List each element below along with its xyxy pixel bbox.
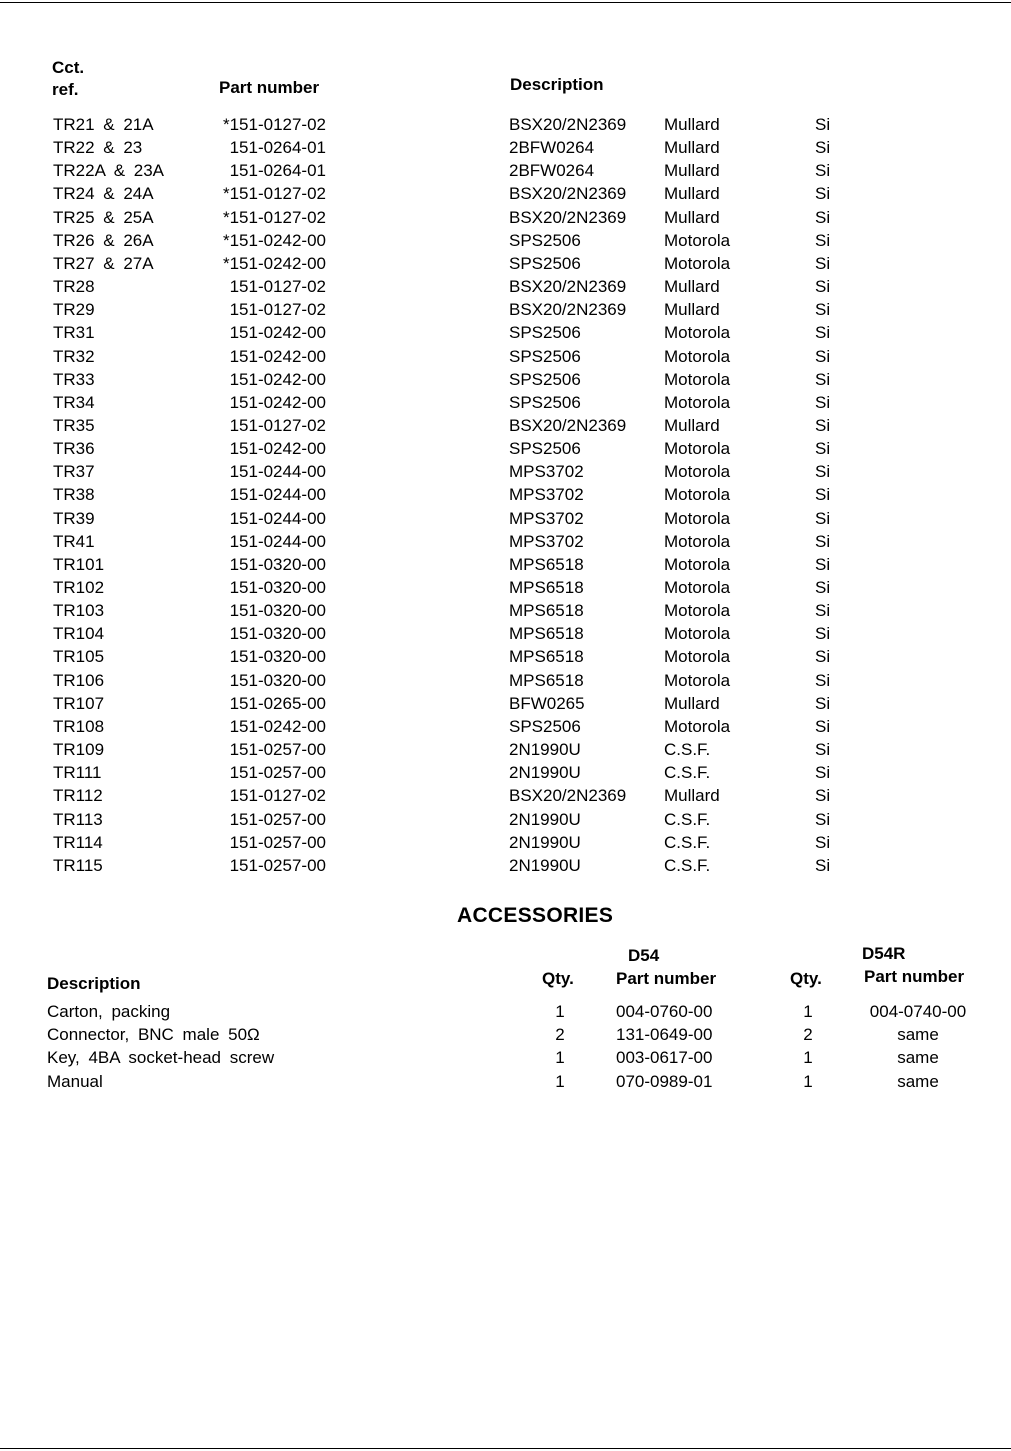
table-row [0, 509, 1011, 532]
device-type-cell: 2BFW0264 [509, 138, 595, 157]
manufacturer-cell: C.S.F. [664, 740, 711, 759]
d54r-part-number-cell: 004-0740-00 [869, 1002, 967, 1021]
d54r-qty-header: Qty. [790, 969, 822, 988]
material-cell: Si [815, 694, 831, 713]
d54-part-number-cell: 003-0617-00 [616, 1048, 713, 1067]
cct-ref-cell: TR33 [53, 370, 95, 389]
table-row [0, 555, 1011, 578]
table-row [0, 786, 1011, 809]
material-cell: Si [815, 393, 831, 412]
part-number-header: Part number [219, 78, 320, 97]
part-number-cell: 151-0244-00 [229, 462, 326, 481]
manufacturer-cell: C.S.F. [664, 856, 711, 875]
cct-ref-header-line2: ref. [52, 80, 79, 99]
part-number-cell: 151-0320-00 [229, 578, 326, 597]
cct-ref-cell: TR41 [53, 532, 95, 551]
d54-qty-cell: 1 [555, 1048, 565, 1067]
d54-qty-cell: 1 [555, 1002, 565, 1021]
table-row [0, 624, 1011, 647]
part-number-cell: 151-0242-00 [229, 370, 326, 389]
part-number-cell: 151-0244-00 [229, 485, 326, 504]
cct-ref-cell: TR105 [53, 647, 105, 666]
cct-ref-cell: TR24 & 24A [53, 184, 154, 203]
part-number-cell: 151-0127-02 [229, 416, 326, 435]
table-row [0, 300, 1011, 323]
material-cell: Si [815, 323, 831, 342]
device-type-cell: BSX20/2N2369 [509, 300, 627, 319]
accessory-description-cell: Key, 4BA socket-head screw [47, 1048, 275, 1067]
manufacturer-cell: C.S.F. [664, 810, 711, 829]
manufacturer-cell: Mullard [664, 184, 720, 203]
table-row [0, 532, 1011, 555]
part-number-cell: 151-0264-01 [229, 138, 326, 157]
cct-ref-cell: TR28 [53, 277, 95, 296]
device-type-cell: BFW0265 [509, 694, 585, 713]
manufacturer-cell: Mullard [664, 694, 720, 713]
cct-ref-cell: TR29 [53, 300, 95, 319]
table-row [0, 254, 1011, 277]
manufacturer-cell: Motorola [664, 393, 731, 412]
device-type-cell: MPS3702 [509, 509, 584, 528]
manufacturer-cell: Mullard [664, 277, 720, 296]
part-number-cell: 151-0264-01 [229, 161, 326, 180]
table-row [0, 393, 1011, 416]
table-row [0, 208, 1011, 231]
table-row [0, 833, 1011, 856]
accessory-description-header: Description [47, 974, 141, 993]
description-header: Description [510, 75, 604, 94]
cct-ref-cell: TR27 & 27A [53, 254, 154, 273]
device-type-cell: BSX20/2N2369 [509, 115, 627, 134]
table-row [0, 347, 1011, 370]
material-cell: Si [815, 138, 831, 157]
part-number-cell: *151-0242-00 [222, 231, 326, 250]
material-cell: Si [815, 208, 831, 227]
d54r-qty-cell: 1 [803, 1048, 813, 1067]
accessory-description-cell: Carton, packing [47, 1002, 171, 1021]
material-cell: Si [815, 810, 831, 829]
cct-ref-cell: TR109 [53, 740, 105, 759]
manufacturer-cell: Motorola [664, 485, 731, 504]
device-type-cell: BSX20/2N2369 [509, 208, 627, 227]
d54r-qty-cell: 2 [803, 1025, 813, 1044]
cct-ref-cell: TR37 [53, 462, 95, 481]
d54r-part-number-header: Part number [864, 967, 965, 986]
device-type-cell: 2BFW0264 [509, 161, 595, 180]
cct-ref-cell: TR34 [53, 393, 95, 412]
device-type-cell: MPS6518 [509, 601, 584, 620]
device-type-cell: SPS2506 [509, 370, 581, 389]
device-type-cell: 2N1990U [509, 810, 581, 829]
device-type-cell: MPS6518 [509, 578, 584, 597]
part-number-cell: *151-0127-02 [222, 184, 326, 203]
device-type-cell: SPS2506 [509, 439, 581, 458]
material-cell: Si [815, 601, 831, 620]
part-number-cell: 151-0257-00 [229, 833, 326, 852]
cct-ref-cell: TR38 [53, 485, 95, 504]
d54-qty-cell: 1 [555, 1072, 565, 1091]
part-number-cell: 151-0265-00 [229, 694, 326, 713]
manufacturer-cell: Motorola [664, 671, 731, 690]
table-row [0, 694, 1011, 717]
table-row [0, 323, 1011, 346]
manufacturer-cell: C.S.F. [664, 833, 711, 852]
device-type-cell: SPS2506 [509, 254, 581, 273]
part-number-cell: 151-0257-00 [229, 810, 326, 829]
material-cell: Si [815, 624, 831, 643]
device-type-cell: 2N1990U [509, 856, 581, 875]
cct-ref-cell: TR106 [53, 671, 105, 690]
cct-ref-cell: TR35 [53, 416, 95, 435]
device-type-cell: MPS6518 [509, 671, 584, 690]
manufacturer-cell: Motorola [664, 601, 731, 620]
d54r-qty-cell: 1 [803, 1002, 813, 1021]
table-row [0, 416, 1011, 439]
table-row [0, 856, 1011, 879]
part-number-cell: 151-0244-00 [229, 532, 326, 551]
table-row [0, 647, 1011, 670]
material-cell: Si [815, 833, 831, 852]
material-cell: Si [815, 277, 831, 296]
part-number-cell: 151-0127-02 [229, 300, 326, 319]
table-row [0, 231, 1011, 254]
manufacturer-cell: Motorola [664, 624, 731, 643]
part-number-cell: 151-0127-02 [229, 786, 326, 805]
table-row [0, 1025, 1011, 1048]
cct-ref-cell: TR112 [53, 786, 103, 805]
cct-ref-cell: TR101 [53, 555, 105, 574]
manufacturer-cell: Motorola [664, 578, 731, 597]
material-cell: Si [815, 115, 831, 134]
part-number-cell: 151-0320-00 [229, 601, 326, 620]
material-cell: Si [815, 300, 831, 319]
accessories-title: ACCESSORIES [457, 904, 614, 927]
part-number-cell: 151-0257-00 [229, 740, 326, 759]
manufacturer-cell: Mullard [664, 786, 720, 805]
device-type-cell: MPS6518 [509, 647, 584, 666]
manufacturer-cell: Mullard [664, 416, 720, 435]
device-type-cell: MPS3702 [509, 462, 584, 481]
manufacturer-cell: Motorola [664, 439, 731, 458]
material-cell: Si [815, 763, 831, 782]
part-number-cell: 151-0320-00 [229, 647, 326, 666]
device-type-cell: SPS2506 [509, 323, 581, 342]
device-type-cell: BSX20/2N2369 [509, 786, 627, 805]
device-type-cell: MPS3702 [509, 485, 584, 504]
table-row [0, 810, 1011, 833]
cct-ref-cell: TR113 [53, 810, 103, 829]
cct-ref-cell: TR31 [53, 323, 95, 342]
d54r-qty-cell: 1 [803, 1072, 813, 1091]
part-number-cell: 151-0257-00 [229, 763, 326, 782]
d54r-part-number-cell: same [897, 1025, 939, 1044]
material-cell: Si [815, 231, 831, 250]
device-type-cell: 2N1990U [509, 833, 581, 852]
table-row [0, 161, 1011, 184]
part-number-cell: 151-0242-00 [229, 347, 326, 366]
device-type-cell: BSX20/2N2369 [509, 184, 627, 203]
d54-part-number-cell: 131-0649-00 [616, 1025, 713, 1044]
accessory-description-cell: Manual [47, 1072, 103, 1091]
material-cell: Si [815, 647, 831, 666]
accessory-description-cell: Connector, BNC male 50Ω [47, 1025, 260, 1044]
cct-ref-cell: TR39 [53, 509, 95, 528]
cct-ref-cell: TR104 [53, 624, 105, 643]
d54-qty-cell: 2 [555, 1025, 565, 1044]
table-row [0, 763, 1011, 786]
device-type-cell: 2N1990U [509, 740, 581, 759]
material-cell: Si [815, 555, 831, 574]
material-cell: Si [815, 671, 831, 690]
model-d54-header: D54 [628, 946, 660, 965]
manufacturer-cell: Motorola [664, 647, 731, 666]
device-type-cell: SPS2506 [509, 393, 581, 412]
cct-ref-cell: TR111 [53, 763, 102, 782]
material-cell: Si [815, 856, 831, 875]
table-row [0, 439, 1011, 462]
device-type-cell: BSX20/2N2369 [509, 277, 627, 296]
cct-ref-cell: TR107 [53, 694, 105, 713]
device-type-cell: BSX20/2N2369 [509, 416, 627, 435]
part-number-cell: 151-0320-00 [229, 555, 326, 574]
material-cell: Si [815, 161, 831, 180]
material-cell: Si [815, 462, 831, 481]
table-row [0, 277, 1011, 300]
manufacturer-cell: Motorola [664, 370, 731, 389]
device-type-cell: SPS2506 [509, 231, 581, 250]
material-cell: Si [815, 370, 831, 389]
top-rule [0, 2, 1011, 3]
table-row [0, 462, 1011, 485]
device-type-cell: SPS2506 [509, 717, 581, 736]
table-row [0, 138, 1011, 161]
material-cell: Si [815, 786, 831, 805]
part-number-cell: 151-0242-00 [229, 717, 326, 736]
manufacturer-cell: Mullard [664, 115, 720, 134]
cct-ref-header-line1: Cct. [52, 58, 85, 77]
table-row [0, 370, 1011, 393]
table-row [0, 717, 1011, 740]
manufacturer-cell: Motorola [664, 717, 731, 736]
manufacturer-cell: Motorola [664, 323, 731, 342]
manufacturer-cell: Mullard [664, 161, 720, 180]
table-row [0, 485, 1011, 508]
part-number-cell: 151-0320-00 [229, 671, 326, 690]
cct-ref-cell: TR103 [53, 601, 105, 620]
material-cell: Si [815, 578, 831, 597]
cct-ref-cell: TR108 [53, 717, 105, 736]
cct-ref-cell: TR115 [53, 856, 103, 875]
device-type-cell: MPS6518 [509, 555, 584, 574]
d54r-part-number-cell: same [897, 1048, 939, 1067]
cct-ref-cell: TR114 [53, 833, 103, 852]
d54-part-number-cell: 004-0760-00 [616, 1002, 713, 1021]
material-cell: Si [815, 717, 831, 736]
cct-ref-cell: TR32 [53, 347, 95, 366]
part-number-cell: *151-0127-02 [222, 115, 326, 134]
d54-qty-header: Qty. [542, 969, 574, 988]
table-row [0, 578, 1011, 601]
manufacturer-cell: Mullard [664, 138, 720, 157]
d54-part-number-cell: 070-0989-01 [616, 1072, 713, 1091]
device-type-cell: MPS3702 [509, 532, 584, 551]
part-number-cell: 151-0257-00 [229, 856, 326, 875]
model-d54r-header: D54R [862, 944, 906, 963]
part-number-cell: 151-0242-00 [229, 323, 326, 342]
table-row [0, 601, 1011, 624]
table-row [0, 115, 1011, 138]
material-cell: Si [815, 740, 831, 759]
table-row [0, 1048, 1011, 1071]
cct-ref-cell: TR26 & 26A [53, 231, 154, 250]
table-row [0, 740, 1011, 763]
manufacturer-cell: Mullard [664, 208, 720, 227]
part-number-cell: *151-0127-02 [222, 208, 326, 227]
manufacturer-cell: Motorola [664, 347, 731, 366]
cct-ref-cell: TR25 & 25A [53, 208, 154, 227]
material-cell: Si [815, 509, 831, 528]
table-row [0, 671, 1011, 694]
device-type-cell: 2N1990U [509, 763, 581, 782]
material-cell: Si [815, 416, 831, 435]
manufacturer-cell: Motorola [664, 509, 731, 528]
manufacturer-cell: Motorola [664, 231, 731, 250]
manufacturer-cell: Motorola [664, 532, 731, 551]
cct-ref-cell: TR21 & 21A [53, 115, 154, 134]
cct-ref-cell: TR36 [53, 439, 95, 458]
device-type-cell: SPS2506 [509, 347, 581, 366]
part-number-cell: 151-0242-00 [229, 393, 326, 412]
part-number-cell: 151-0127-02 [229, 277, 326, 296]
manufacturer-cell: C.S.F. [664, 763, 711, 782]
material-cell: Si [815, 532, 831, 551]
part-number-cell: 151-0242-00 [229, 439, 326, 458]
material-cell: Si [815, 485, 831, 504]
manufacturer-cell: Motorola [664, 462, 731, 481]
material-cell: Si [815, 254, 831, 273]
cct-ref-cell: TR22A & 23A [53, 161, 165, 180]
part-number-cell: *151-0242-00 [222, 254, 326, 273]
cct-ref-cell: TR22 & 23 [53, 138, 143, 157]
d54-part-number-header: Part number [616, 969, 717, 988]
part-number-cell: 151-0244-00 [229, 509, 326, 528]
part-number-cell: 151-0320-00 [229, 624, 326, 643]
d54r-part-number-cell: same [897, 1072, 939, 1091]
manufacturer-cell: Mullard [664, 300, 720, 319]
manufacturer-cell: Motorola [664, 254, 731, 273]
material-cell: Si [815, 347, 831, 366]
material-cell: Si [815, 439, 831, 458]
device-type-cell: MPS6518 [509, 624, 584, 643]
material-cell: Si [815, 184, 831, 203]
bottom-rule [0, 1448, 1011, 1449]
table-row [0, 1072, 1011, 1095]
table-row [0, 184, 1011, 207]
table-row [0, 1002, 1011, 1025]
cct-ref-cell: TR102 [53, 578, 105, 597]
manufacturer-cell: Motorola [664, 555, 731, 574]
